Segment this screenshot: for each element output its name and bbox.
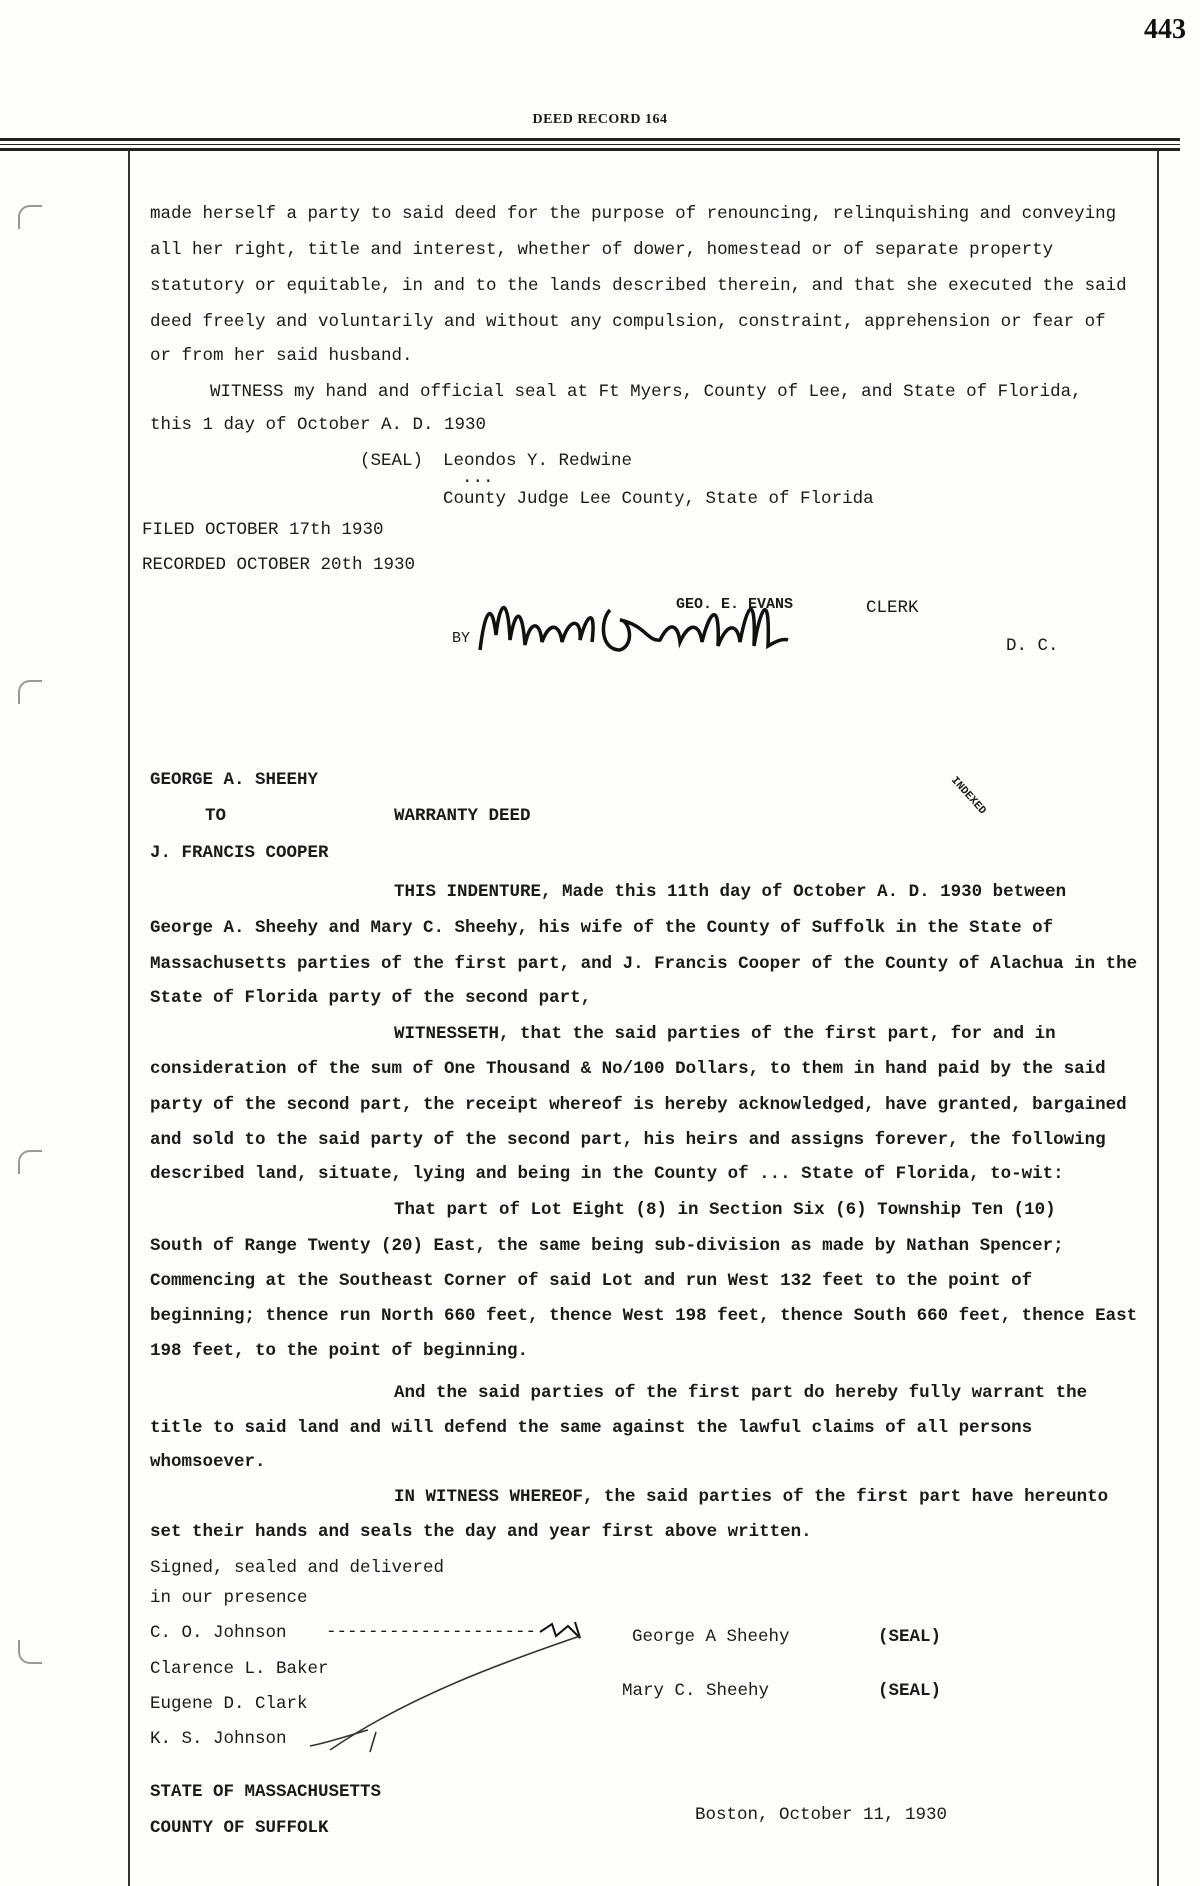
by-label: BY [452,630,471,647]
ack-line: or from her said husband. [150,346,413,366]
presence-label: in our presence [150,1588,308,1608]
document-title: WARRANTY DEED [394,806,531,826]
deputy-clerk-label: D. C. [1006,636,1059,656]
deputy-clerk-signature [470,580,830,670]
to-label: TO [205,806,227,826]
header-rule-mid [0,144,1180,145]
ack-line: deed freely and voluntarily and without any compulsion, constraint, apprehension or fear of [150,312,1106,332]
seal-label: (SEAL) [360,451,424,471]
binding-hole-mark [18,1150,42,1174]
place-date: Boston, October 11, 1930 [695,1805,948,1825]
warranty-line: whomsoever. [150,1452,266,1472]
binding-hole-mark [18,205,42,229]
right-margin-line [1157,150,1159,1886]
ack-line: made herself a party to said deed for the purpose of renouncing, relinquishing and conveying [150,204,1117,224]
grantor-name: GEORGE A. SHEEHY [150,770,319,790]
clerk-title: CLERK [866,598,919,618]
ack-line: all her right, title and interest, whether of dower, homestead or of separate property [150,240,1054,260]
witness-name: C. O. Johnson [150,1623,287,1643]
witnesseth-line: party of the second part, the receipt whereof is hereby acknowledged, have granted, bargained [150,1095,1127,1115]
header-rule-bottom [0,148,1180,151]
witnesseth-line: described land, situate, lying and being in the County of ... State of Florida, to-wit: [150,1164,1064,1184]
witness-name: Clarence L. Baker [150,1659,329,1679]
land-description-line: South of Range Twenty (20) East, the same being sub-division as made by Nathan Spencer; [150,1236,1064,1256]
land-description-line: That part of Lot Eight (8) in Section Six (6) Township Ten (10) [394,1200,1056,1220]
binding-hole-mark [18,1640,42,1664]
witnesseth-line: consideration of the sum of One Thousand & No/100 Dollars, to them in hand paid by the said [150,1059,1106,1079]
state-heading: STATE OF MASSACHUSETTS [150,1782,382,1802]
signer-name: Mary C. Sheehy [622,1681,770,1701]
land-description-line: Commencing at the Southeast Corner of said Lot and run West 132 feet to the point of [150,1271,1033,1291]
land-description-line: beginning; thence run North 660 feet, thence West 198 feet, thence South 660 feet, thence East [150,1306,1138,1326]
judge-title: County Judge Lee County, State of Florida [443,489,874,509]
county-heading: COUNTY OF SUFFOLK [150,1818,329,1838]
page-number: 443 [1144,14,1186,45]
ack-line: statutory or equitable, in and to the lands described therein, and that she executed the said [150,276,1127,296]
indenture-line: Massachusetts parties of the first part, and J. Francis Cooper of the County of Alachua in the [150,954,1138,974]
in-witness-line: IN WITNESS WHEREOF, the said parties of the first part have hereunto [394,1487,1109,1507]
judge-name: Leondos Y. Redwine [443,451,633,471]
clerk-name: GEO. E. EVANS [676,596,794,613]
signature-dash-line: -------------------- [326,1622,537,1642]
signer-seal: (SEAL) [878,1627,942,1647]
page-header: DEED RECORD 164 [532,112,668,127]
witnesseth-line: and sold to the said party of the second part, his heirs and assigns forever, the following [150,1130,1106,1150]
signer-seal: (SEAL) [878,1681,942,1701]
witnesseth-line: WITNESSETH, that the said parties of the first part, for and in [394,1024,1056,1044]
warranty-line: And the said parties of the first part do hereby fully warrant the [394,1383,1088,1403]
land-description-line: 198 feet, to the point of beginning. [150,1341,529,1361]
witness-line: WITNESS my hand and official seal at Ft Myers, County of Lee, and State of Florida, [210,382,1082,402]
indexed-stamp: INDEXED [948,774,989,818]
indenture-line: George A. Sheehy and Mary C. Sheehy, his wife of the County of Suffolk in the State of [150,918,1054,938]
signed-sealed-label: Signed, sealed and delivered [150,1558,445,1578]
binding-hole-mark [18,680,42,704]
witness-bracket-lines [290,1620,620,1770]
header-rule-top [0,138,1180,141]
warranty-line: title to said land and will defend the same against the lawful claims of all persons [150,1418,1033,1438]
filed-date: FILED OCTOBER 17th 1930 [142,520,384,540]
grantee-name: J. FRANCIS COOPER [150,843,329,863]
witness-name: K. S. Johnson [150,1729,287,1749]
signature-dots: ... [462,468,494,488]
in-witness-line: set their hands and seals the day and year first above written. [150,1522,812,1542]
signer-name: George A Sheehy [632,1627,790,1647]
witness-name: Eugene D. Clark [150,1694,308,1714]
indenture-line: THIS INDENTURE, Made this 11th day of October A. D. 1930 between [394,882,1067,902]
indenture-line: State of Florida party of the second part, [150,988,592,1008]
witness-date-line: this 1 day of October A. D. 1930 [150,415,487,435]
recorded-date: RECORDED OCTOBER 20th 1930 [142,555,416,575]
left-margin-line [128,150,130,1886]
